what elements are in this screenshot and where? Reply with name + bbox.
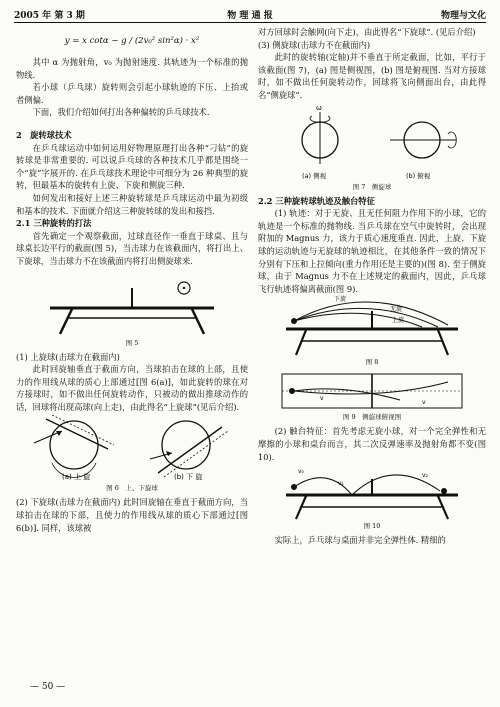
nospin-label: 无旋 — [390, 306, 403, 314]
figure-6-spin-diagram — [22, 413, 242, 483]
figure-5-table-diagram — [32, 268, 232, 338]
subsection-heading: 2.2 三种旋转球轨迹及触台特征 — [258, 195, 375, 206]
side-view-diagram — [302, 104, 338, 180]
ball-center — [183, 286, 185, 288]
figure-caption: 图 10 — [363, 522, 381, 531]
figure-7-sidespin-diagram — [272, 102, 472, 182]
page-number: — 50 — — [30, 682, 66, 692]
column-title: 物理与文化 — [440, 11, 486, 21]
figure-caption: 图 9 侧旋球俯视图 — [342, 413, 402, 422]
list-item: (3) 侧旋球(击球力不在截面内) — [258, 39, 371, 50]
figure-7b-label: (b) 俯视 — [406, 171, 431, 180]
figure-caption: 图 7 侧旋球 — [352, 182, 392, 191]
paragraph: 如何发出和接好上述三种旋转球是乒乓球运动中最为初级和基本的技术. 下面就介绍这三种旋转球的发出和接挡. — [16, 192, 248, 216]
v-label: v — [320, 395, 324, 403]
left-column — [16, 26, 248, 534]
paragraph: (1) 轨迹：对于无旋、且无任何阻力作用下的小球，它的轨迹是一个标准的抛物线. 当乒乓球在空气中旋转时，会出现附加的 Magnus 力，该力于质心速度垂直. 因此，上旋、下旋球的运动轨迹与无旋球的轨迹相比，在其他条件一致的情况下分别有下压和上拉倾向(重力作用还是主要的)(图 8). 至于侧旋球，由于 Magnus 力不在上述规定的截面内，因此，乒乓球飞行轨迹将偏离截面(图 9). — [258, 208, 486, 294]
topspin-diagram — [34, 415, 114, 481]
backspin-label: 下旋 — [334, 296, 347, 304]
figure-caption: 图 6 上、下旋球 — [106, 484, 158, 493]
paragraph: 实际上，乒乓球与桌面并非完全弹性体. 精细的 — [274, 535, 446, 546]
section-heading: 2 旋转球技术 — [16, 129, 72, 140]
figure-caption: 图 8 — [365, 358, 379, 367]
list-item: (2) 下旋球(击球力在截面内) 此时回旋轴在垂直于截面方向，当球拍击在球的下部，且使力的作用线从球的质心下部通过[图 6(b)]. 同样，该球被 — [16, 497, 248, 533]
figure-6a-label: (a) 上 旋 — [62, 473, 91, 482]
paragraph: 此时的旋转轴(定轴)并不垂直于所定截面，比如，平行于该截面(图 7)，(a) 图是侧视图，(b) 图是俯视图. 当对方接球时，如不做出任何旋转动作，回球将飞向侧面出台，由此得名“侧旋球”. — [258, 52, 486, 100]
figure-8-trajectory-diagram — [272, 295, 472, 357]
paragraph: 首先确定一个观察截面，过球直径作一垂直于球桌、且与球桌长边平行的截面(图 5)，当击球力在该截面内，将打出上、下旋球，当击球力不在该截面内将打出侧旋球来. — [16, 230, 248, 266]
table-leg — [60, 309, 72, 334]
v0-label: v₀ — [298, 468, 304, 476]
header-rule — [14, 22, 486, 23]
paragraph: 此时回旋轴垂直于截面方向，当球拍击在球的上部，且使力的作用线从球的质心上部通过[图 6(a)]，如此旋转的球在对方接球时，如不做出任何旋转动作，只被动的做出推球动作的话，回球将出现高球(向上走)，由此得名“上旋球”(见后介绍). — [16, 364, 248, 412]
paragraph: 下面，我们介绍如何打出各种偏转的乒乓球技术. — [32, 107, 210, 118]
figure-6b-label: (b) 下 旋 — [174, 473, 203, 482]
v2-label: v₂ — [422, 472, 428, 480]
trajectory-formula: y = x cotα − g / (2v₀² sin²α) · x² — [64, 36, 200, 46]
topspin-label: 上旋 — [392, 317, 405, 325]
backspin-diagram — [150, 421, 228, 481]
paragraph: 在乒乓球运动中如何运用好物理原理打出各种“刁钻”的旋转球是非常重要的. 可以说乒乓球的各种技术几乎都是围绕一个“旋”字展开的. 在乒乓球技术理论中可细分为 26 种典型的旋转，但最基本的旋转有上旋、下旋和侧旋三种. — [16, 142, 248, 191]
right-column — [258, 26, 486, 547]
v1-label: v₁ — [338, 480, 344, 488]
v-label: v — [422, 399, 426, 407]
running-header — [14, 8, 486, 22]
figure-10-bounce-diagram — [272, 463, 472, 521]
omega-label: ω — [316, 103, 322, 112]
issue-label: 2005 年 第 3 期 — [14, 11, 85, 21]
top-view-diagram — [390, 122, 456, 180]
figure-7a-label: (a) 侧视 — [302, 171, 327, 180]
paragraph: 其中 α 为抛射角，v₀ 为抛射速度. 其轨迹为一个标准的抛物线. — [16, 57, 248, 80]
journal-title: 物 理 通 报 — [227, 11, 273, 21]
paragraph: 若小球（乒乓球）旋转则会引起小球轨迹的下压、上抬或者侧偏. — [16, 82, 248, 105]
figure-9-sidespin-top-view — [272, 370, 472, 412]
subsection-heading: 2.1 三种旋转的打法 — [16, 218, 92, 229]
figure-caption: 图 5 — [125, 338, 139, 347]
paragraph: (2) 触台特征：首先考虑无旋小球，对一个完全弹性和无摩擦的小球和桌台而言，其二次反弹速率及抛射角都不变(图 10). — [258, 426, 486, 462]
table-leg — [192, 309, 204, 334]
list-item: (1) 上旋球(击球力在截面内) — [16, 351, 120, 362]
paragraph: 对方回球时会触网(向下走)，由此得名“下旋球”. (见后介绍) — [258, 27, 476, 37]
